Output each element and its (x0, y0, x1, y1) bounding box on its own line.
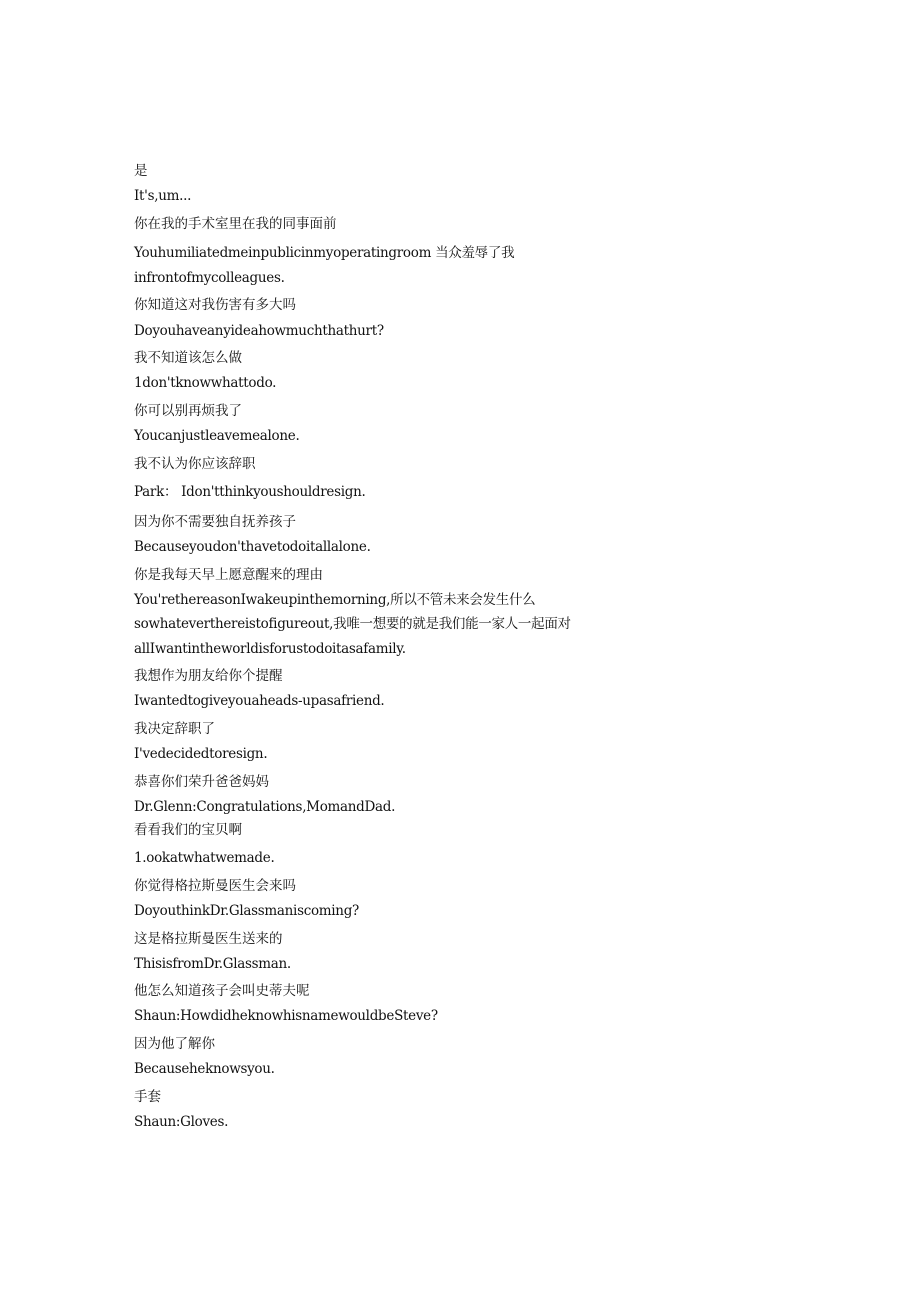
text-line: 是 (134, 163, 148, 179)
text-line: infrontofmycolleagues. (134, 270, 285, 286)
text-line: 手套 (134, 1089, 161, 1105)
text-line: 看看我们的宝贝啊 (134, 822, 242, 838)
text-line: 我不认为你应该辞职 (134, 456, 256, 472)
text-line: 因为你不需要独自抚养孩子 (134, 514, 296, 530)
text-line: 我想作为朋友给你个提醒 (134, 668, 283, 684)
text-line: 1don'tknowwhattodo. (134, 375, 277, 391)
text-line: Dr.Glenn:Congratulations,MomandDad. (134, 799, 396, 815)
text-line: 你是我每天早上愿意醒来的理由 (134, 567, 323, 583)
text-line: 因为他了解你 (134, 1036, 215, 1052)
text-line: 这是格拉斯曼医生送来的 (134, 931, 283, 947)
text-line: 我不知道该怎么做 (134, 350, 242, 366)
text-line: 你可以别再烦我了 (134, 403, 242, 419)
text-line: Park： Idon'tthinkyoushouldresign. (134, 484, 366, 500)
text-line: Iwantedtogiveyouaheads-upasafriend. (134, 693, 385, 709)
text-line: 你觉得格拉斯曼医生会来吗 (134, 878, 296, 894)
text-line: Becauseyoudon'thavetodoitallalone. (134, 539, 371, 555)
text-line: I'vedecidedtoresign. (134, 746, 268, 762)
text-line: sowhateverthereistofigureout,我唯一想要的就是我们能一家人一起面对 (134, 616, 571, 632)
text-line: allIwantintheworldisforustodoitasafamily. (134, 641, 406, 657)
text-line: ThisisfromDr.Glassman. (134, 956, 291, 972)
text-line: 我决定辞职了 (134, 721, 215, 737)
text-line: Shaun:HowdidheknowhisnamewouldbeSteve? (134, 1008, 438, 1024)
text-line: 他怎么知道孩子会叫史蒂夫呢 (134, 983, 310, 999)
text-line: Becauseheknowsyou. (134, 1061, 275, 1077)
text-line: Shaun:Gloves. (134, 1114, 229, 1130)
text-line: Youcanjustleavemealone. (134, 428, 300, 444)
text-line: 恭喜你们荣升爸爸妈妈 (134, 774, 269, 790)
text-line: DoyouthinkDr.Glassmaniscoming? (134, 903, 359, 919)
text-line: 1.ookatwhatwemade. (134, 850, 275, 866)
text-line: 你在我的手术室里在我的同事面前 (134, 216, 337, 232)
text-line: You'rethereasonIwakeupinthemorning,所以不管未来会发生什么 (134, 592, 536, 608)
text-line: It's,um... (134, 188, 192, 204)
text-line: 你知道这对我伤害有多大吗 (134, 297, 296, 313)
text-line: Doyouhaveanyideahowmuchthathurt? (134, 323, 384, 339)
text-line: Youhumiliatedmeinpublicinmyoperatingroom 当众羞辱了我 (134, 245, 515, 261)
